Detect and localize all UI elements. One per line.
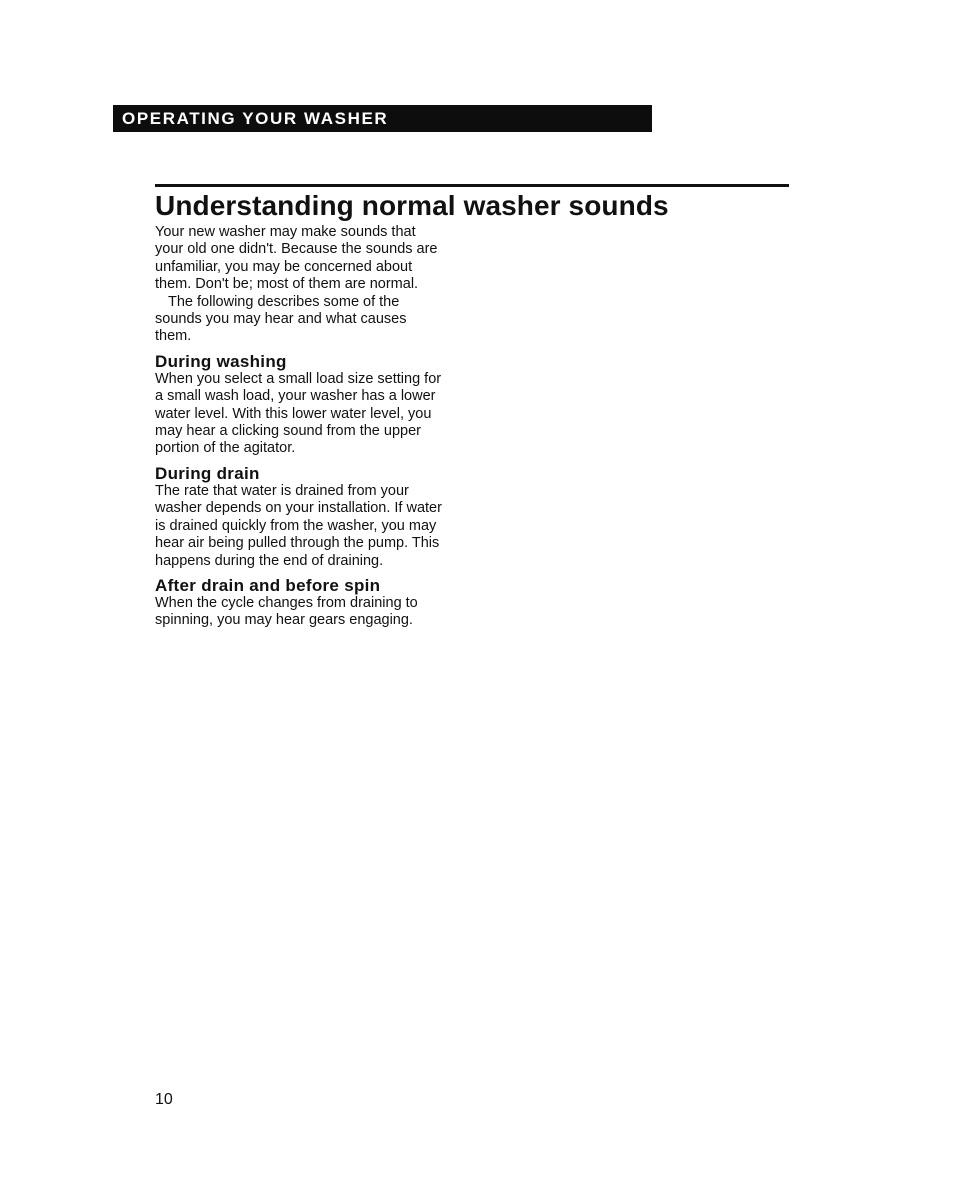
subheading-during-washing: During washing bbox=[155, 351, 287, 371]
intro2-line: them. bbox=[155, 328, 192, 345]
page-number: 10 bbox=[155, 1091, 173, 1108]
paragraph-line: portion of the agitator. bbox=[155, 440, 296, 457]
paragraph-line: The rate that water is drained from your bbox=[155, 482, 409, 499]
paragraph-line: washer depends on your installation. If water bbox=[155, 500, 442, 517]
paragraph-line: spinning, you may hear gears engaging. bbox=[155, 612, 413, 629]
intro2-line: The following describes some of the bbox=[168, 293, 400, 310]
during-washing-paragraph bbox=[155, 371, 475, 458]
intro-line: unfamiliar, you may be concerned about bbox=[155, 258, 413, 275]
intro-line: them. Don't be; most of them are normal. bbox=[155, 276, 419, 293]
paragraph-line: When you select a small load size setting for bbox=[155, 370, 442, 387]
paragraph-line: water level. With this lower water level, you bbox=[155, 405, 432, 422]
after-drain-paragraph bbox=[155, 595, 475, 630]
content-column bbox=[155, 224, 475, 630]
during-drain-paragraph bbox=[155, 483, 475, 570]
subheading-during-drain: During drain bbox=[155, 463, 260, 483]
paragraph-line: happens during the end of draining. bbox=[155, 552, 384, 569]
intro2-line: sounds you may hear and what causes bbox=[155, 311, 407, 328]
title-rule bbox=[155, 184, 789, 187]
paragraph-line: When the cycle changes from draining to bbox=[155, 594, 418, 611]
page-title: Understanding normal washer sounds bbox=[155, 190, 669, 221]
intro-paragraph-2 bbox=[155, 294, 475, 346]
intro-line: Your new washer may make sounds that bbox=[155, 224, 416, 240]
intro-paragraph bbox=[155, 224, 475, 294]
paragraph-line: may hear a clicking sound from the upper bbox=[155, 423, 421, 440]
section-banner: OPERATING YOUR WASHER bbox=[113, 105, 652, 132]
paragraph-line: hear air being pulled through the pump. This bbox=[155, 535, 440, 552]
subheading-after-drain: After drain and before spin bbox=[155, 575, 381, 595]
paragraph-line: a small wash load, your washer has a lower bbox=[155, 388, 436, 405]
paragraph-line: is drained quickly from the washer, you may bbox=[155, 517, 437, 534]
intro-line: your old one didn't. Because the sounds are bbox=[155, 241, 438, 258]
